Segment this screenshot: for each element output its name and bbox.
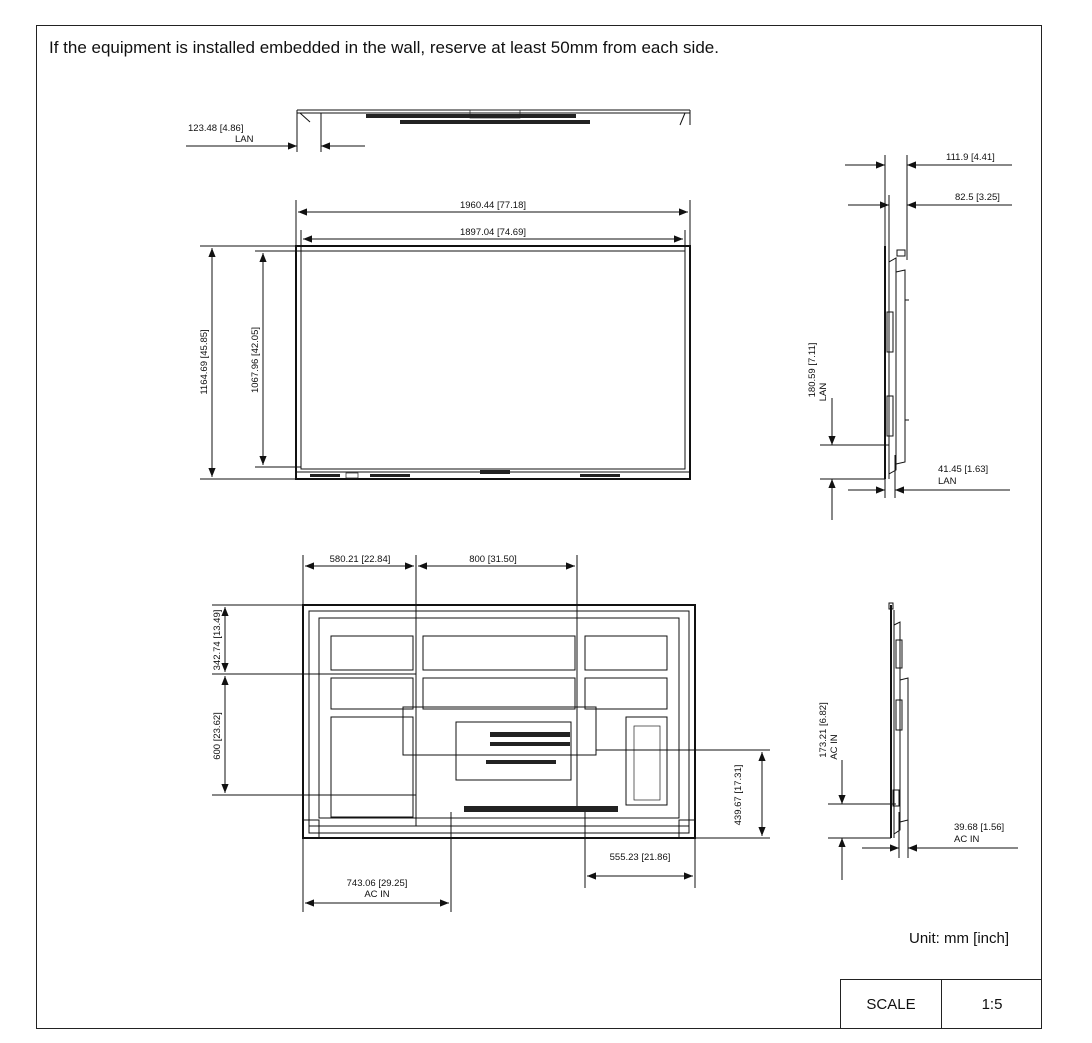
top-lan-value: 123.48 [4.86]: [188, 123, 244, 134]
front-width-dimensions: [296, 200, 690, 251]
side-ac-dimensions: [818, 702, 1018, 880]
rear-height-dimensions: [212, 605, 416, 795]
depth-body-value: 82.5 [3.25]: [955, 192, 1000, 203]
installation-note: If the equipment is installed embedded in the wall, reserve at least 50mm from each side.: [49, 38, 719, 57]
side-lan-depth-value: 41.45 [1.63]: [938, 464, 989, 475]
scale-value: 1:5: [981, 996, 1003, 1013]
vesa-width-value: 800 [31.50]: [469, 554, 517, 565]
rear-right-dimensions: [585, 750, 770, 888]
rear-width-dimensions: [303, 554, 577, 605]
scale-box: [840, 979, 1042, 1029]
side-ac-height-value: 173.21 [6.82]: [818, 702, 829, 758]
ac-in-offset-label: AC IN: [364, 889, 390, 900]
overall-width-value: 1960.44 [77.18]: [459, 200, 527, 211]
top-lan-dimension: [186, 123, 365, 146]
screen-height-value: 1067.96 [42.05]: [250, 326, 261, 394]
rear-right-offset-value: 555.23 [21.86]: [609, 852, 671, 863]
rear-left-offset-value: 580.21 [22.84]: [329, 554, 391, 565]
scale-label: SCALE: [841, 980, 942, 1029]
ac-in-offset-value: 743.06 [29.25]: [346, 878, 408, 889]
overall-height-value: 1164.69 [45.85]: [199, 329, 210, 395]
side-ac-height-label: AC IN: [829, 734, 840, 760]
unit-label: Unit: mm [inch]: [909, 930, 1010, 947]
vesa-height-value: 600 [23.62]: [212, 712, 223, 760]
rear-right-height-value: 439.67 [17.31]: [733, 764, 744, 826]
front-view: [296, 246, 690, 479]
depth-total-value: 111.9 [4.41]: [946, 152, 995, 163]
front-height-dimensions: [199, 246, 301, 479]
side-view-lower: [889, 603, 908, 838]
side-lan-height-value: 180.59 [7.11]: [807, 342, 818, 398]
side-lan-depth-label: LAN: [938, 476, 957, 487]
ac-in-dimension: [303, 812, 451, 912]
side-view-upper: [885, 246, 909, 479]
side-ac-depth-label: AC IN: [954, 834, 980, 845]
top-lan-label: LAN: [235, 134, 254, 145]
side-ac-depth-value: 39.68 [1.56]: [954, 822, 1005, 833]
side-lan-dimensions: [807, 343, 1010, 520]
side-depth-dimensions: [845, 152, 1012, 260]
rear-view: [303, 605, 695, 838]
screen-width-value: 1897.04 [74.69]: [459, 227, 527, 238]
side-lan-height-label: LAN: [818, 382, 829, 402]
rear-top-offset-value: 342.74 [13.49]: [212, 609, 223, 671]
